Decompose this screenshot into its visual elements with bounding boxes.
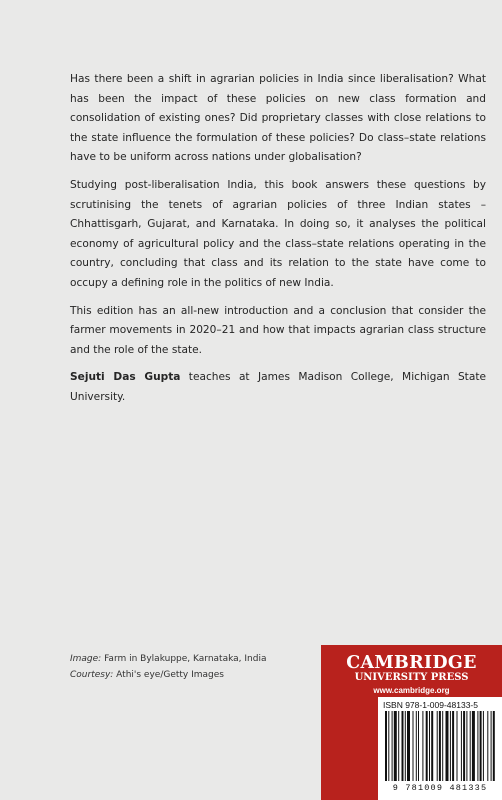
blurb-paragraph-2: Studying post-liberalisation India, this book answers these questions by scrutinising the tenets of agrarian policies of three Indian states – Chhattisgarh, Gujarat, and Karnataka. In doing so, it analyses the political economy of agricultural policy and the class–state relations operating in the country, concluding that class and its relation to the state have come to occupy a defining role in the politics of new India.: [70, 178, 486, 289]
barcode-bar: [385, 711, 387, 781]
back-cover-blurb: [70, 70, 486, 416]
barcode-bar: [416, 711, 417, 781]
publisher-name: CAMBRIDGE: [346, 653, 477, 673]
barcode-bar: [466, 711, 467, 781]
barcode-digits: 9 781009 481335: [392, 783, 488, 793]
image-credit-label: Image:: [70, 654, 102, 664]
barcode-bar: [388, 711, 389, 781]
barcode-bar: [470, 711, 471, 781]
image-credit-line: [70, 651, 266, 667]
barcode-bar: [491, 711, 492, 781]
barcode-bar: [446, 711, 449, 781]
blurb-paragraph-3: This edition has an all-new introduction and a conclusion that consider the farmer movements in 2020–21 and how that impacts agrarian class structure and the role of the state.: [70, 304, 486, 356]
barcode-bar: [405, 711, 406, 781]
barcode-bar: [437, 711, 438, 781]
barcode-bar: [457, 711, 458, 781]
author-bio: [70, 368, 486, 407]
barcode-bar: [487, 711, 488, 781]
barcode-bar: [407, 711, 410, 781]
barcode-bar: [442, 711, 443, 781]
barcode-bar: [472, 711, 475, 781]
barcode-bar: [493, 711, 495, 781]
barcode-bar: [426, 711, 428, 781]
blurb-paragraph-1: Has there been a shift in agrarian policies in India since liberalisation? What has been the impact of these policies on new class formation and consolidation of existing ones? Did proprietary classes with close relations to the state influence the formulation of these policies? Do class–state relations have to be uniform across nations under globalisation?: [70, 73, 486, 164]
barcode-bars: [383, 711, 497, 781]
barcode-bar: [452, 711, 454, 781]
barcode-bar: [439, 711, 441, 781]
barcode-bar: [429, 711, 430, 781]
barcode-bar: [461, 711, 462, 781]
barcode-bar: [463, 711, 465, 781]
barcode-bar: [431, 711, 433, 781]
courtesy-credit-text: Athi's eye/Getty Images: [113, 670, 224, 680]
barcode-bar: [402, 711, 404, 781]
courtesy-credit-label: Courtesy:: [70, 670, 114, 680]
barcode-bar: [398, 711, 399, 781]
barcode-bar: [413, 711, 414, 781]
isbn-barcode: [378, 697, 502, 800]
barcode-bar: [392, 711, 393, 781]
barcode-bar: [418, 711, 419, 781]
barcode-bar: [422, 711, 423, 781]
image-credit-text: Farm in Bylakuppe, Karnataka, India: [101, 654, 267, 664]
barcode-bar: [480, 711, 482, 781]
courtesy-credit-line: [70, 667, 266, 683]
isbn-number: ISBN 978-1-009-48133-5: [383, 700, 478, 710]
image-credits: [70, 651, 266, 683]
publisher-url: www.cambridge.org: [373, 686, 450, 695]
barcode-bar: [477, 711, 478, 781]
author-name: Sejuti Das Gupta: [70, 371, 181, 384]
barcode-bar: [394, 711, 397, 781]
author-affiliation: teaches at James Madison College, Michigan State University.: [70, 371, 486, 403]
publisher-subtitle: UNIVERSITY PRESS: [354, 672, 469, 683]
barcode-bar: [450, 711, 451, 781]
barcode-bar: [483, 711, 484, 781]
